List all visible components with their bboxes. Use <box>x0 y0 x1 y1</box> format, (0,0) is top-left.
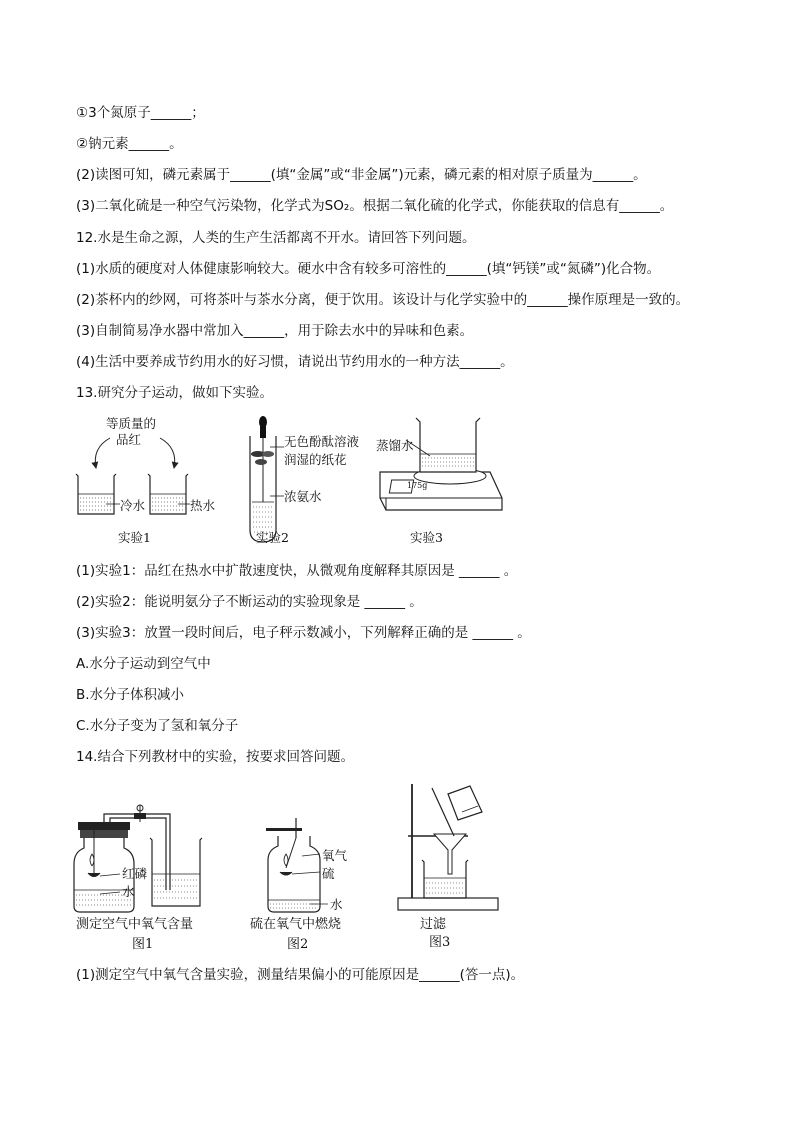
question-line: (3)自制简易净水器中常加入______，用于除去水中的异味和色素。 <box>76 323 474 339</box>
question-line: (2)读图可知，磷元素属于______(填“金属”或“非金属”)元素，磷元素的相对原子质量为______。 <box>76 167 647 183</box>
label-phenolphthalein: 无色酚酞溶液 <box>284 434 360 449</box>
label-oxygen: 氧气 <box>322 848 348 863</box>
caption-fig3-number: 图3 <box>429 935 451 950</box>
question-line: (2)茶杯内的纱网，可将茶叶与茶水分离，便于饮用。该设计与化学实验中的______操作原理是一致的。 <box>76 292 690 308</box>
caption-fig3-title: 过滤 <box>420 917 447 932</box>
caption-fig1-number: 图1 <box>132 937 154 952</box>
question-line: ①3个氮原子______； <box>76 105 205 121</box>
label-exp3: 实验3 <box>410 530 443 545</box>
label-exp2: 实验2 <box>256 530 289 545</box>
question-line: (3)实验3：放置一段时间后，电子秤示数减小，下列解释正确的是 ______ 。 <box>76 625 531 641</box>
label-hot-water: 热水 <box>190 498 216 513</box>
label-pinhong: 品红 <box>116 432 142 447</box>
label-water-fig1: 水 <box>122 884 135 899</box>
option-b: B.水分子体积减小 <box>76 687 185 703</box>
label-scale-reading: 175g <box>407 481 428 490</box>
label-exp1: 实验1 <box>118 530 151 545</box>
question-line: (3)二氧化硫是一种空气污染物，化学式为SO₂。根据二氧化硫的化学式，你能获取的信息有______。 <box>76 198 674 214</box>
question-heading: 14.结合下列教材中的实验，按要求回答问题。 <box>76 749 354 765</box>
question-line: (1)测定空气中氧气含量实验，测量结果偏小的可能原因是______(答一点)。 <box>76 967 525 983</box>
label-distilled-water: 蒸馏水 <box>376 438 414 453</box>
label-ammonia: 浓氨水 <box>284 489 322 504</box>
question-heading: 12.水是生命之源，人类的生产生活都离不开水。请回答下列问题。 <box>76 230 476 246</box>
question-line: (1)水质的硬度对人体健康影响较大。硬水中含有较多可溶性的______(填“钙镁”或“氮磷”)化合物。 <box>76 261 661 277</box>
caption-fig2-number: 图2 <box>287 937 309 952</box>
caption-fig1-title: 测定空气中氧气含量 <box>76 917 194 932</box>
question-line: (4)生活中要养成节约用水的好习惯，请说出节约用水的一种方法______。 <box>76 354 514 370</box>
option-a: A.水分子运动到空气中 <box>76 656 211 672</box>
label-cold-water: 冷水 <box>120 498 146 513</box>
question-heading: 13.研究分子运动，做如下实验。 <box>76 385 273 401</box>
question-line: (2)实验2：能说明氨分子不断运动的实验现象是 ______ 。 <box>76 594 423 610</box>
figure-textbook-experiments <box>70 778 510 953</box>
option-c: C.水分子变为了氢和氧分子 <box>76 718 239 734</box>
label-sulfur: 硫 <box>322 866 335 881</box>
figure-molecular-motion <box>70 410 510 550</box>
label-red-phosphorus: 红磷 <box>122 866 148 881</box>
question-line: (1)实验1：品红在热水中扩散速度快，从微观角度解释其原因是 ______ 。 <box>76 563 518 579</box>
caption-fig2-title: 硫在氧气中燃烧 <box>250 917 342 932</box>
label-water-fig2: 水 <box>330 897 343 912</box>
label-same-mass: 等质量的 <box>106 416 157 431</box>
question-line: ②钠元素______。 <box>76 136 183 152</box>
label-wet-paper-flower: 润湿的纸花 <box>284 452 347 467</box>
